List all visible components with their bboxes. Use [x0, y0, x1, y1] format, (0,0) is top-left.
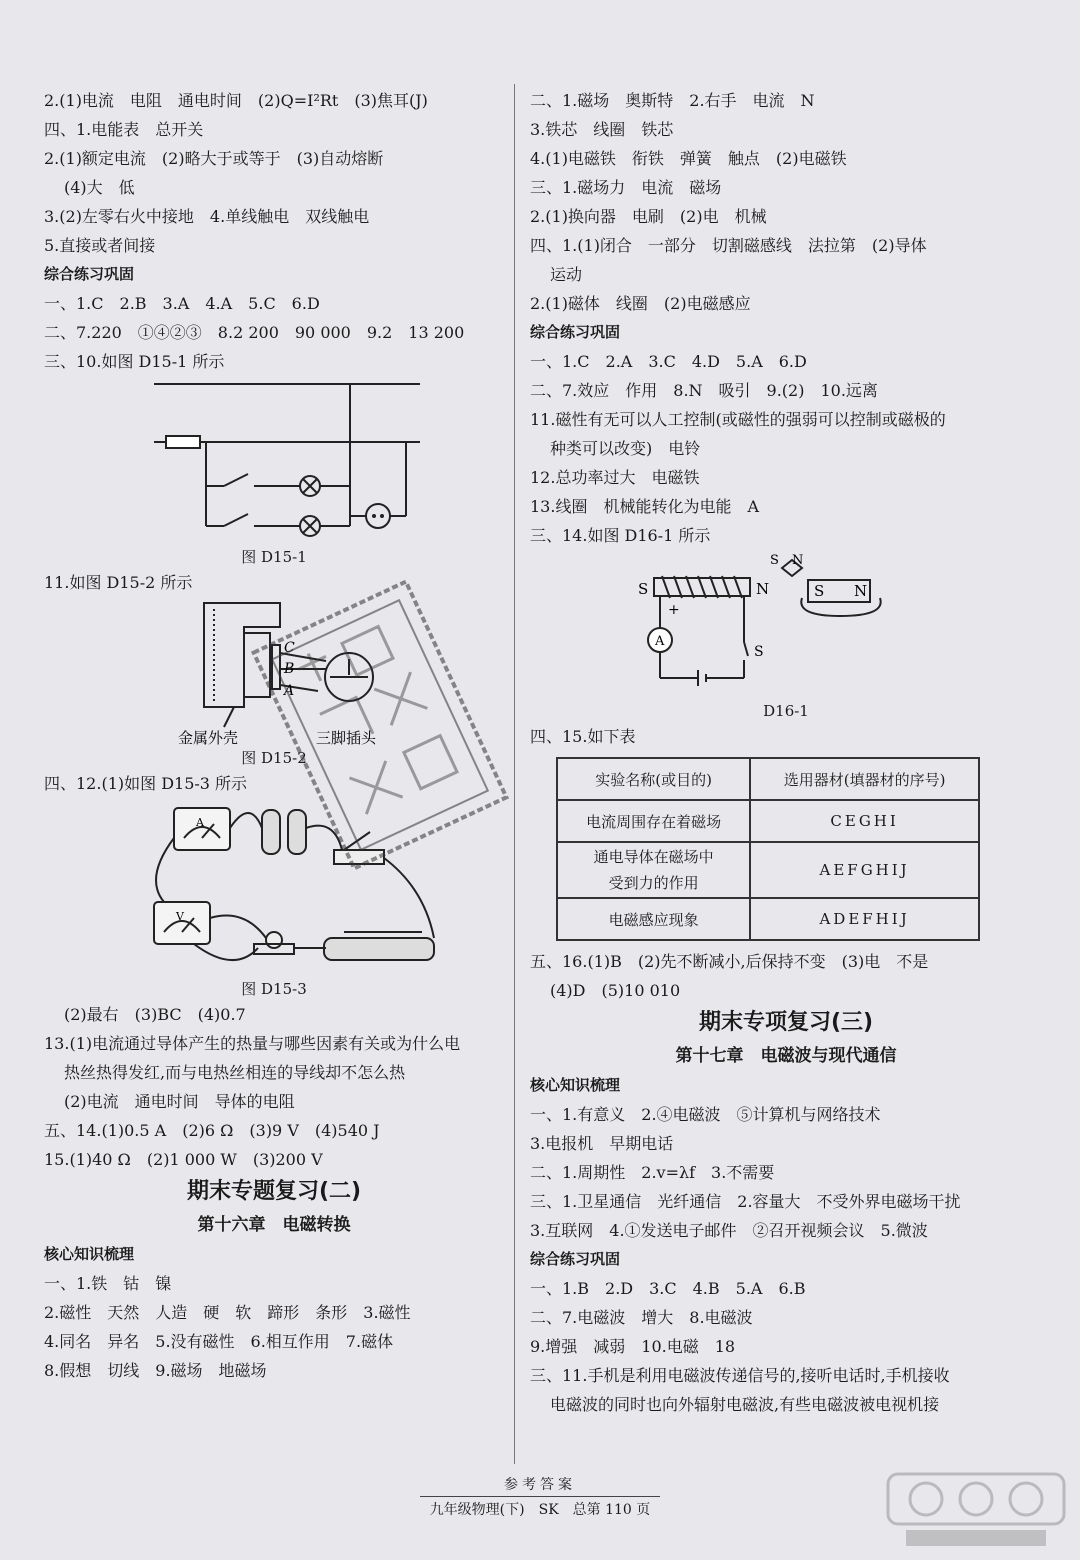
answer-line: 三、1.卫星通信 光纤通信 2.容量大 不受外界电磁场干扰 [530, 1192, 961, 1211]
voltmeter-label: V [176, 910, 184, 923]
watermark-logo [886, 1472, 1066, 1552]
answer-line: 一、1.有意义 2.④电磁波 ⑤计算机与网络技术 [530, 1105, 881, 1124]
answer-line: 种类可以改变) 电铃 [550, 439, 701, 458]
answer-line: 2.(1)换向器 电刷 (2)电 机械 [530, 207, 767, 226]
answer-line: 5.直接或者间接 [44, 236, 156, 255]
table-cell [557, 842, 750, 898]
answer-line: 三、1.磁场力 电流 磁场 [530, 178, 722, 197]
table-cell: CEGHI [750, 800, 979, 842]
section-title: 核心知识梳理 [44, 1245, 135, 1263]
answer-line: 三、10.如图 D15-1 所示 [44, 352, 225, 371]
answer-line: 三、14.如图 D16-1 所示 [530, 526, 711, 545]
footer-page-info: 九年级物理(下) SK 总第 110 页 [429, 1502, 651, 1518]
table-row [557, 898, 979, 940]
figure-caption: 图 D15-1 [241, 548, 307, 566]
answer-line: 3.互联网 4.①发送电子邮件 ②召开视频会议 5.微波 [530, 1221, 928, 1240]
answer-line: 三、11.手机是利用电磁波传递信号的,接听电话时,手机接收 [530, 1366, 950, 1385]
section-title: 综合练习巩固 [530, 1250, 621, 1268]
figure-caption: D16-1 [763, 702, 809, 720]
magnet-north-label: N [854, 582, 868, 600]
three-pin-plug-label: 三脚插头 [316, 729, 377, 747]
magnet-south-label: S [814, 582, 825, 600]
answer-line: 热丝热得发红,而与电热丝相连的导线却不怎么热 [64, 1063, 406, 1082]
answer-line: 4.同名 异名 5.没有磁性 6.相互作用 7.磁体 [44, 1332, 394, 1351]
figure-caption: 图 D15-2 [241, 749, 307, 767]
figure-d15-1-circuit [44, 376, 504, 546]
answer-line: 12.总功率过大 电磁铁 [530, 468, 700, 487]
answer-line: 11.磁性有无可以人工控制(或磁性的强弱可以控制或磁极的 [530, 410, 946, 429]
answer-line: 电磁波的同时也向外辐射电磁波,有些电磁波被电视机接 [550, 1395, 940, 1414]
table-header: 选用器材(填器材的序号) [750, 758, 979, 800]
table-cell: 电磁感应现象 [557, 898, 750, 940]
compass-south-label: S [770, 553, 779, 568]
answer-line: 13.线圈 机械能转化为电能 A [530, 497, 760, 516]
ammeter-label: A [655, 634, 665, 649]
answer-line: 一、1.C 2.A 3.C 4.D 5.A 6.D [530, 352, 807, 371]
table-row [557, 800, 979, 842]
column-divider [514, 84, 515, 1464]
answer-line: 13.(1)电流通过导体产生的热量与哪些因素有关或为什么电 [44, 1034, 461, 1053]
answer-line: 3.铁芯 线圈 铁芯 [530, 120, 674, 139]
answer-line: 二、7.电磁波 增大 8.电磁波 [530, 1308, 753, 1327]
answer-line: 五、16.(1)B (2)先不断减小,后保持不变 (3)电 不是 [530, 952, 929, 971]
answer-line: 2.(1)额定电流 (2)略大于或等于 (3)自动熔断 [44, 149, 384, 168]
chapter-subheading: 第十六章 电磁转换 [197, 1215, 351, 1235]
footer-title: 参考答案 [504, 1477, 576, 1493]
compass-north-label: N [792, 553, 804, 568]
cell-text: 受到力的作用 [608, 874, 699, 892]
answer-line: 15.(1)40 Ω (2)1 000 W (3)200 V [44, 1150, 323, 1169]
figure-caption: 图 D15-3 [241, 980, 307, 998]
metal-shell-label: 金属外壳 [178, 729, 239, 747]
answer-line: 五、14.(1)0.5 A (2)6 Ω (3)9 V (4)540 J [44, 1121, 380, 1140]
coil-south-label: S [638, 580, 649, 598]
answer-line: 2.磁性 天然 人造 硬 软 蹄形 条形 3.磁性 [44, 1303, 411, 1322]
answer-line: 3.(2)左零右火中接地 4.单线触电 双线触电 [44, 207, 370, 226]
answer-line: 9.增强 减弱 10.电磁 18 [530, 1337, 736, 1356]
table-header: 实验名称(或目的) [557, 758, 750, 800]
answer-line: 3.电报机 早期电话 [530, 1134, 674, 1153]
experiment-table [556, 757, 980, 941]
answer-line: (2)电流 通电时间 导体的电阻 [64, 1092, 295, 1111]
terminal-label-b: B [284, 661, 295, 677]
answer-line: (4)D (5)10 010 [550, 981, 681, 1000]
answer-line: 二、7.效应 作用 8.N 吸引 9.(2) 10.远离 [530, 381, 878, 400]
table-cell: 电流周围存在着磁场 [557, 800, 750, 842]
table-cell: AEFGHIJ [750, 842, 979, 898]
answer-line: 一、1.铁 钴 镍 [44, 1274, 172, 1293]
answer-line: 一、1.B 2.D 3.C 4.B 5.A 6.B [530, 1279, 806, 1298]
terminal-label-a: A [284, 683, 295, 699]
answer-line: 2.(1)电流 电阻 通电时间 (2)Q=I²Rt (3)焦耳(J) [44, 91, 428, 110]
answer-line: 二、1.磁场 奥斯特 2.右手 电流 N [530, 91, 815, 110]
right-column [530, 86, 1042, 1419]
section-title: 核心知识梳理 [530, 1076, 621, 1094]
answer-line: 2.(1)磁体 线圈 (2)电磁感应 [530, 294, 751, 313]
coil-north-label: N [756, 580, 770, 598]
answer-line: (2)最右 (3)BC (4)0.7 [64, 1005, 246, 1024]
switch-label: S [754, 644, 764, 660]
chapter-heading: 期末专题复习(二) [186, 1179, 362, 1204]
figure-d16-1-electromagnet [530, 550, 1030, 700]
ammeter-label: A [196, 816, 204, 829]
answer-line: 四、1.(1)闭合 一部分 切割磁感线 法拉第 (2)导体 [530, 236, 927, 255]
answer-line: 四、12.(1)如图 D15-3 所示 [44, 774, 248, 793]
plus-terminal-label: + [668, 602, 680, 618]
table-row [557, 842, 979, 898]
answer-line: 一、1.C 2.B 3.A 4.A 5.C 6.D [44, 294, 320, 313]
chapter-heading: 期末专项复习(三) [698, 1010, 874, 1035]
section-title: 综合练习巩固 [44, 265, 135, 283]
answer-line: 运动 [550, 265, 583, 284]
answer-line: 二、7.220 ①④②③ 8.2 200 90 000 9.2 13 200 [44, 323, 465, 342]
answer-line: 四、15.如下表 [530, 727, 636, 746]
section-title: 综合练习巩固 [530, 323, 621, 341]
table-cell: ADEFHIJ [750, 898, 979, 940]
answer-line: 4.(1)电磁铁 衔铁 弹簧 触点 (2)电磁铁 [530, 149, 847, 168]
answer-line: 二、1.周期性 2.v=λf 3.不需要 [530, 1163, 775, 1182]
table-header-row [557, 758, 979, 800]
cell-text: 通电导体在磁场中 [593, 848, 714, 866]
answer-line: 8.假想 切线 9.磁场 地磁场 [44, 1361, 267, 1380]
terminal-label-c: C [284, 640, 295, 656]
footer-rule [420, 1496, 660, 1497]
answer-line: 四、1.电能表 总开关 [44, 120, 204, 139]
chapter-subheading: 第十七章 电磁波与现代通信 [675, 1046, 897, 1066]
answer-line: 11.如图 D15-2 所示 [44, 573, 193, 592]
answer-line: (4)大 低 [64, 178, 135, 197]
